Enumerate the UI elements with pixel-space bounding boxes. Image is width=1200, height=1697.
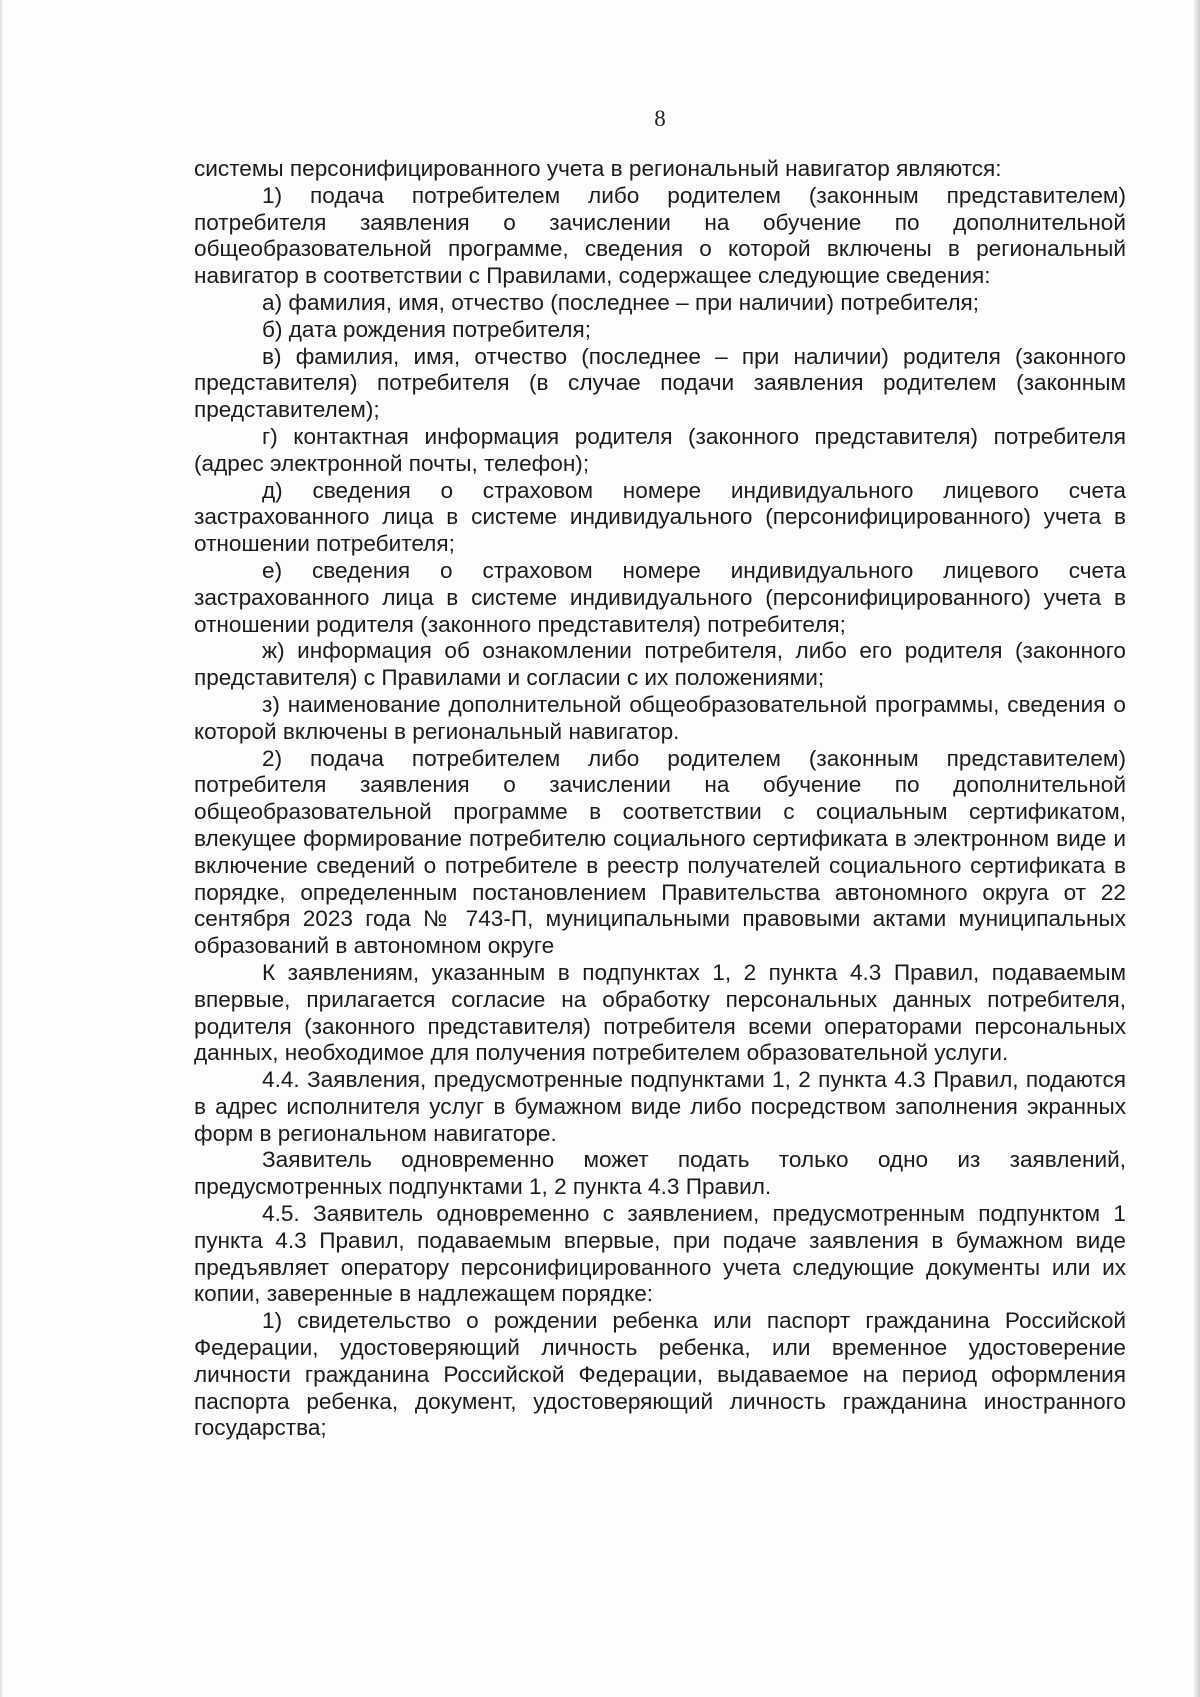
paragraph: 1) свидетельство о рождении ребенка или паспорт гражданина Российской Федерации, удостоверяющий личность ребенка, или временное удостоверение личности гражданина Российской Федерации, выдаваемое на период оформления паспорта ребенка, документ, удостоверяющий личность гражданина иностранного государства;: [194, 1308, 1126, 1441]
paragraph: з) наименование дополнительной общеобразовательной программы, сведения о которой включены в региональный навигатор.: [194, 691, 1126, 744]
scan-edge-right: [1194, 0, 1200, 1697]
page-number: 8: [654, 106, 666, 131]
paragraph: системы персонифицированного учета в региональный навигатор являются:: [194, 156, 1002, 181]
document-body: [194, 156, 1126, 1442]
paragraph: а) фамилия, имя, отчество (последнее – при наличии) потребителя;: [262, 289, 980, 315]
paragraph: 1) подача потребителем либо родителем (законным представителем) потребителя заявления о зачислении на обучение по дополнительной общеобразовательной программе, сведения о которой включены в региональный навигатор в соответствии с Правилами, содержащее следующие сведения:: [194, 182, 1126, 289]
paragraph: 4.4. Заявления, предусмотренные подпунктами 1, 2 пункта 4.3 Правил, подаются в адрес исполнителя услуг в бумажном виде либо посредством заполнения экранных форм в региональном навигаторе.: [194, 1067, 1126, 1146]
paragraph: Заявитель одновременно может подать только одно из заявлений, предусмотренных подпунктами 1, 2 пункта 4.3 Правил.: [194, 1147, 1126, 1200]
paragraph: е) сведения о страховом номере индивидуального лицевого счета застрахованного лица в системе индивидуального (персонифицированного) учета в отношении родителя (законного представителя) потребителя;: [194, 557, 1126, 637]
scan-edge-left: [0, 0, 3, 1697]
paragraph: К заявлениям, указанным в подпунктах 1, 2 пункта 4.3 Правил, подаваемым впервые, прилагается согласие на обработку персональных данных потребителя, родителя (законного представителя) потребителя всеми операторами персональных данных, необходимое для получения потребителем образовательной услуги.: [194, 959, 1126, 1066]
paragraph: г) контактная информация родителя (законного представителя) потребителя (адрес электронной почты, телефон);: [194, 423, 1126, 476]
paragraph: д) сведения о страховом номере индивидуального лицевого счета застрахованного лица в системе индивидуального (персонифицированного) учета в отношении потребителя;: [194, 477, 1126, 557]
paragraph: в) фамилия, имя, отчество (последнее – при наличии) родителя (законного представителя) потребителя (в случае подачи заявления родителем (законным представителем);: [194, 343, 1126, 423]
paragraph: 4.5. Заявитель одновременно с заявлением, предусмотренным подпунктом 1 пункта 4.3 Правил, подаваемым впервые, при подаче заявления в бумажном виде предъявляет оператору персонифицированного учета следующие документы или их копии, заверенные в надлежащем порядке:: [194, 1201, 1126, 1307]
paragraph: ж) информация об ознакомлении потребителя, либо его родителя (законного представителя) с Правилами и согласии с их положениями;: [194, 638, 1126, 691]
paragraph: б) дата рождения потребителя;: [262, 316, 591, 342]
paragraph: 2) подача потребителем либо родителем (законным представителем) потребителя заявления о зачислении на обучение по дополнительной общеобразовательной программе в соответствии с социальным сертификатом, влекущее формирование потребителю социального сертификата в электронном виде и включение сведений о потребителе в реестр получателей социального сертификата в порядке, определенным постановлением Правительства автономного округа от 22 сентября 2023 года № 743-П, муниципальными правовыми актами муниципальных образований в автономном округе: [194, 745, 1126, 959]
